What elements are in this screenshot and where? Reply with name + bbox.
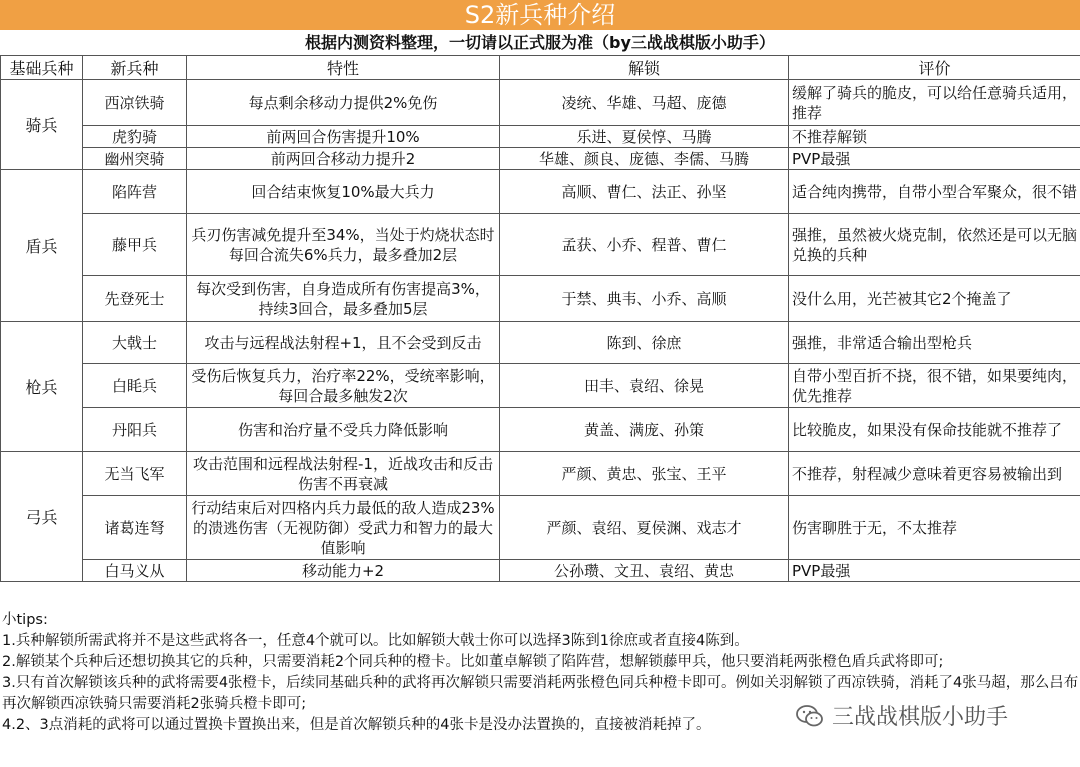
watermark <box>796 700 1008 731</box>
table-row <box>1 214 1080 276</box>
watermark-text: 三战战棋版小助手 <box>832 705 1009 730</box>
table-row <box>1 276 1080 322</box>
table-row <box>1 148 1080 170</box>
unit-unlock: 黄盖、满庞、孙策 <box>500 408 789 452</box>
unit-unlock: 严颜、黄忠、张宝、王平 <box>500 452 789 496</box>
unit-name: 无当飞军 <box>83 452 187 496</box>
unit-name: 先登死士 <box>83 276 187 322</box>
unit-trait: 移动能力+2 <box>187 560 500 582</box>
unit-table <box>0 55 1080 582</box>
unit-name: 陷阵营 <box>83 170 187 214</box>
base-type-cell: 枪兵 <box>1 322 83 452</box>
unit-review: PVP最强 <box>789 560 1080 582</box>
unit-review: 比较脆皮，如果没有保命技能就不推荐了 <box>789 408 1080 452</box>
unit-trait: 每点剩余移动力提供2%免伤 <box>187 80 500 126</box>
unit-review: 强推，非常适合输出型枪兵 <box>789 322 1080 364</box>
unit-name: 大戟士 <box>83 322 187 364</box>
unit-trait: 行动结束后对四格内兵力最低的敌人造成23%的溃逃伤害（无视防御）受武力和智力的最大值影响 <box>187 496 500 560</box>
unit-review: 适合纯肉携带，自带小型合军聚众，很不错 <box>789 170 1080 214</box>
header-review: 评价 <box>789 56 1080 80</box>
unit-trait: 前两回合移动力提升2 <box>187 148 500 170</box>
unit-trait: 伤害和治疗量不受兵力降低影响 <box>187 408 500 452</box>
unit-trait: 攻击范围和远程战法射程-1，近战攻击和反击伤害不再衰减 <box>187 452 500 496</box>
unit-unlock: 乐进、夏侯惇、马腾 <box>500 126 789 148</box>
base-type-cell: 盾兵 <box>1 170 83 322</box>
unit-unlock: 高顺、曹仁、法正、孙坚 <box>500 170 789 214</box>
unit-unlock: 公孙瓒、文丑、袁绍、黄忠 <box>500 560 789 582</box>
tip-line: 4.2、3点消耗的武将可以通过置换卡置换出来，但是首次解锁兵种的4张卡是没办法置换的，直接被消耗掉了。 <box>2 717 711 733</box>
unit-name: 诸葛连弩 <box>83 496 187 560</box>
tip-line: 1.兵种解锁所需武将并不是这些武将各一，任意4个就可以。比如解锁大戟士你可以选择3陈到1徐庶或者直接4陈到。 <box>2 633 749 649</box>
unit-review: 缓解了骑兵的脆皮，可以给任意骑兵适用，推荐 <box>789 80 1080 126</box>
tip-line: 2.解锁某个兵种后还想切换其它的兵种，只需要消耗2个同兵种的橙卡。比如董卓解锁了陷阵营，想解锁藤甲兵，他只要消耗两张橙色盾兵武将即可; <box>2 654 944 670</box>
table-row <box>1 560 1080 582</box>
unit-name: 西凉铁骑 <box>83 80 187 126</box>
wechat-icon <box>796 704 824 728</box>
table-row <box>1 80 1080 126</box>
page-title: S2新兵种介绍 <box>0 0 1080 30</box>
table-row <box>1 408 1080 452</box>
unit-trait: 兵刃伤害减免提升至34%，当处于灼烧状态时每回合流失6%兵力，最多叠加2层 <box>187 214 500 276</box>
table-row <box>1 126 1080 148</box>
unit-unlock: 凌统、华雄、马超、庞德 <box>500 80 789 126</box>
unit-review: 自带小型百折不挠，很不错，如果要纯肉，优先推荐 <box>789 364 1080 408</box>
unit-trait: 前两回合伤害提升10% <box>187 126 500 148</box>
table-row <box>1 496 1080 560</box>
unit-name: 虎豹骑 <box>83 126 187 148</box>
tips-heading: 小tips: <box>2 612 48 628</box>
table-row <box>1 364 1080 408</box>
unit-name: 藤甲兵 <box>83 214 187 276</box>
header-trait: 特性 <box>187 56 500 80</box>
unit-name: 丹阳兵 <box>83 408 187 452</box>
header-base-type: 基础兵种 <box>1 56 83 80</box>
unit-unlock: 于禁、典韦、小乔、高顺 <box>500 276 789 322</box>
unit-unlock: 田丰、袁绍、徐晃 <box>500 364 789 408</box>
base-type-cell: 弓兵 <box>1 452 83 582</box>
table-row <box>1 170 1080 214</box>
unit-review: 伤害聊胜于无，不太推荐 <box>789 496 1080 560</box>
header-new-type: 新兵种 <box>83 56 187 80</box>
unit-name: 白眊兵 <box>83 364 187 408</box>
unit-unlock: 华雄、颜良、庞德、李儒、马腾 <box>500 148 789 170</box>
unit-trait: 受伤后恢复兵力，治疗率22%，受统率影响，每回合最多触发2次 <box>187 364 500 408</box>
unit-review: 强推，虽然被火烧克制，依然还是可以无脑兑换的兵种 <box>789 214 1080 276</box>
unit-trait: 每次受到伤害，自身造成所有伤害提高3%，持续3回合，最多叠加5层 <box>187 276 500 322</box>
tip-line: 3.只有首次解锁该兵种的武将需要4张橙卡，后续同基础兵种的武将再次解锁只需要消耗两张橙色同兵种橙卡即可。例如关羽解锁了西凉铁骑，消耗了4张马超，那么吕布再次解锁西凉铁骑只需要消耗2张骑兵橙卡即可; <box>2 675 1079 712</box>
unit-unlock: 孟获、小乔、程普、曹仁 <box>500 214 789 276</box>
unit-name: 白马义从 <box>83 560 187 582</box>
unit-trait: 回合结束恢复10%最大兵力 <box>187 170 500 214</box>
base-type-cell: 骑兵 <box>1 80 83 170</box>
unit-review: 不推荐解锁 <box>789 126 1080 148</box>
unit-name: 幽州突骑 <box>83 148 187 170</box>
unit-review: PVP最强 <box>789 148 1080 170</box>
unit-trait: 攻击与远程战法射程+1，且不会受到反击 <box>187 322 500 364</box>
header-row <box>1 56 1080 80</box>
unit-review: 没什么用，光芒被其它2个掩盖了 <box>789 276 1080 322</box>
header-unlock: 解锁 <box>500 56 789 80</box>
unit-review: 不推荐，射程减少意味着更容易被输出到 <box>789 452 1080 496</box>
table-row <box>1 452 1080 496</box>
unit-unlock: 严颜、袁绍、夏侯渊、戏志才 <box>500 496 789 560</box>
table-row <box>1 322 1080 364</box>
page-subtitle: 根据内测资料整理，一切请以正式服为准（by三战战棋版小助手） <box>0 30 1080 56</box>
unit-unlock: 陈到、徐庶 <box>500 322 789 364</box>
